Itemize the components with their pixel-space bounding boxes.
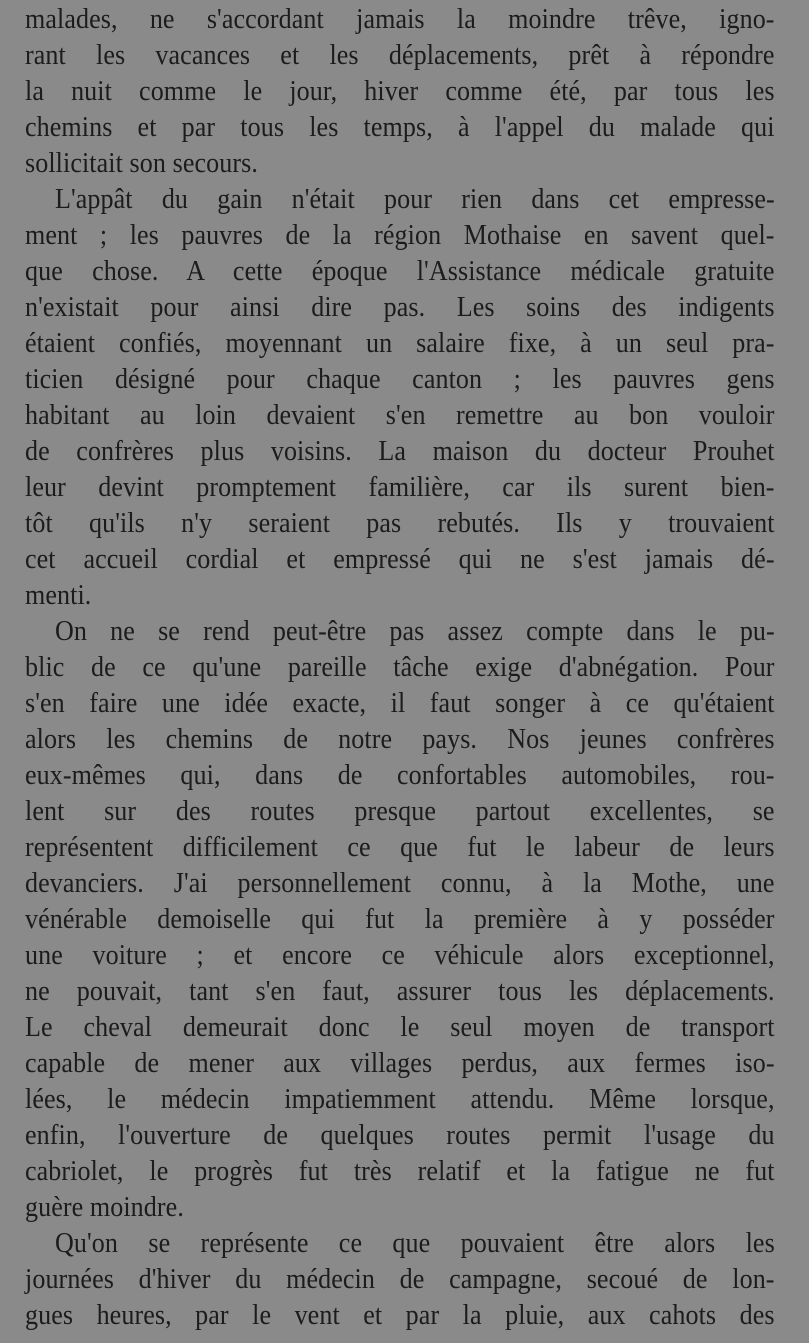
text-line: menti. [25, 580, 92, 611]
text-line: ticien désigné pour chaque canton ; les pauvres gens [25, 364, 775, 395]
text-line: cabriolet, le progrès fut très relatif et la fatigue ne fut [25, 1156, 775, 1187]
text-line: guère moindre. [25, 1192, 184, 1223]
text-line: eux-mêmes qui, dans de confortables automobiles, rou- [25, 760, 775, 791]
text-line: devanciers. J'ai personnellement connu, à la Mothe, une [25, 868, 775, 899]
text-line: alors les chemins de notre pays. Nos jeunes confrères [25, 724, 775, 755]
text-line: Le cheval demeurait donc le seul moyen de transport [25, 1012, 775, 1043]
text-line: malades, ne s'accordant jamais la moindre trêve, igno- [25, 4, 775, 35]
text-line: ne pouvait, tant s'en faut, assurer tous les déplacements. [25, 976, 775, 1007]
text-line: enfin, l'ouverture de quelques routes permit l'usage du [25, 1120, 775, 1151]
text-line: leur devint promptement familière, car ils surent bien- [25, 472, 775, 503]
text-line: de confrères plus voisins. La maison du docteur Prouhet [25, 436, 775, 467]
text-line: que chose. A cette époque l'Assistance médicale gratuite [25, 256, 775, 287]
text-line: cet accueil cordial et empressé qui ne s'est jamais dé- [25, 544, 775, 575]
text-line: blic de ce qu'une pareille tâche exige d'abnégation. Pour [25, 652, 775, 683]
text-line: sollicitait son secours. [25, 148, 258, 179]
text-line: Qu'on se représente ce que pouvaient être alors les [55, 1228, 775, 1259]
text-line: la nuit comme le jour, hiver comme été, par tous les [25, 76, 775, 107]
text-line: L'appât du gain n'était pour rien dans cet empresse- [55, 184, 775, 215]
text-line: une voiture ; et encore ce véhicule alors exceptionnel, [25, 940, 775, 971]
text-line: rant les vacances et les déplacements, prêt à répondre [25, 40, 775, 71]
text-line: tôt qu'ils n'y seraient pas rebutés. Ils y trouvaient [25, 508, 775, 539]
text-line: vénérable demoiselle qui fut la première à y posséder [25, 904, 775, 935]
text-line: On ne se rend peut-être pas assez compte dans le pu- [55, 616, 775, 647]
text-line: journées d'hiver du médecin de campagne, secoué de lon- [25, 1264, 775, 1295]
text-line: habitant au loin devaient s'en remettre au bon vouloir [25, 400, 775, 431]
text-line: n'existait pour ainsi dire pas. Les soins des indigents [25, 292, 775, 323]
text-line: capable de mener aux villages perdus, aux fermes iso- [25, 1048, 775, 1079]
text-line: gues heures, par le vent et par la pluie, aux cahots des [25, 1300, 775, 1331]
text-line: chemins et par tous les temps, à l'appel du malade qui [25, 112, 775, 143]
text-line: lées, le médecin impatiemment attendu. Même lorsque, [25, 1084, 775, 1115]
text-line: s'en faire une idée exacte, il faut songer à ce qu'étaient [25, 688, 775, 719]
text-line: lent sur des routes presque partout excellentes, se [25, 796, 775, 827]
text-line: ment ; les pauvres de la région Mothaise en savent quel- [25, 220, 775, 251]
text-line: étaient confiés, moyennant un salaire fixe, à un seul pra- [25, 328, 775, 359]
text-line: représentent difficilement ce que fut le labeur de leurs [25, 832, 775, 863]
